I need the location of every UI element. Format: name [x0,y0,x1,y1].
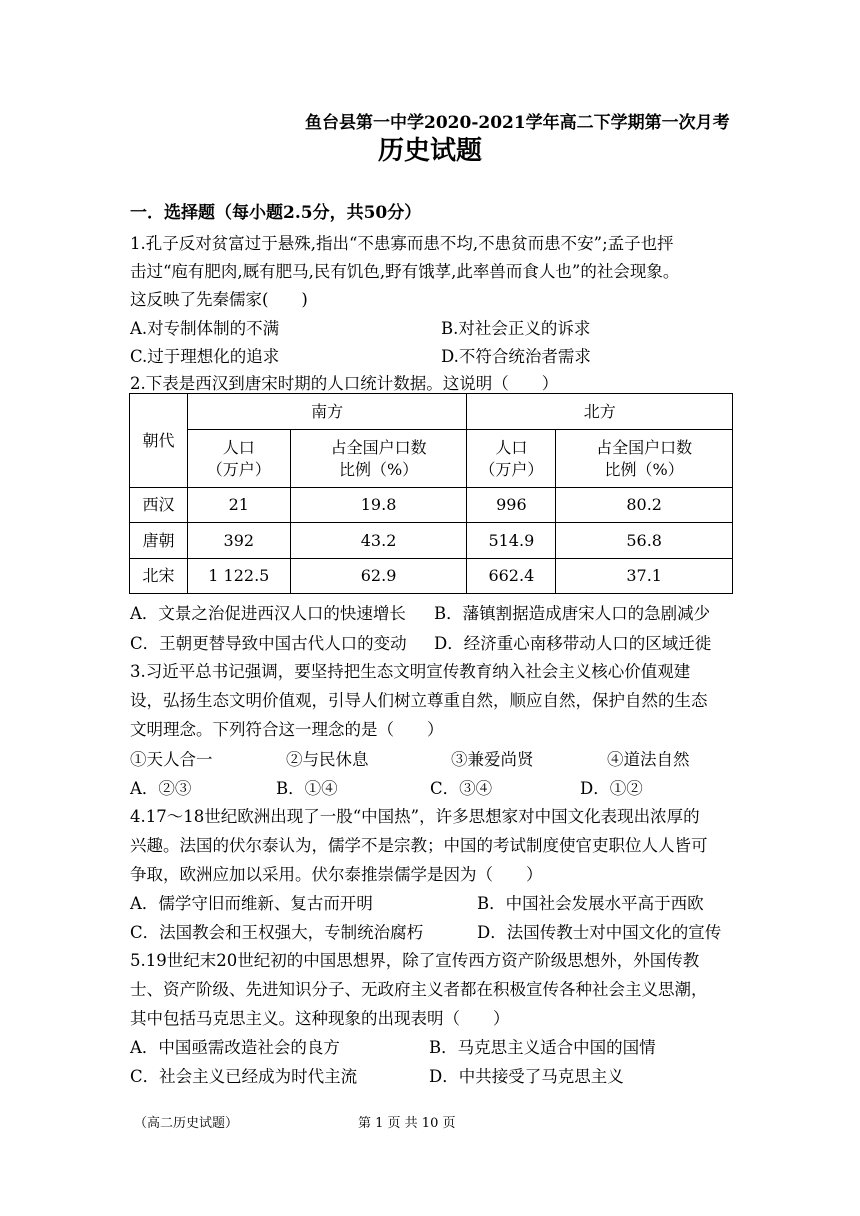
cell-south-pop: 21 [187,488,290,523]
q4-line-3: 争取，欧洲应加以采用。伏尔泰推崇儒学是因为（ ） [130,865,543,884]
cell-dynasty: 唐朝 [130,523,188,559]
table-row [130,488,733,523]
cell-north-ratio: 37.1 [556,559,733,594]
ratio-label: 占全国户口数 [330,437,427,457]
pop-unit: （万户） [206,459,271,479]
q4-option-b: B．中国社会发展水平高于西欧 [477,894,704,913]
q4-option-c: C．法国教会和王权强大，专制统治腐朽 [130,923,424,942]
cell-north-pop: 996 [467,488,556,523]
q3-option-b: B．①④ [276,779,338,798]
section-heading: 一．选择题（每小题2.5分，共50分） [130,203,422,223]
q3-line-3: 文明理念。下列符合这一理念的是（ ） [130,720,444,739]
q3-item-3: ③兼爱尚贤 [451,750,534,769]
header-north-pop [467,430,556,488]
q3-option-c: C．③④ [430,779,493,798]
q5-line-1: 5.19世纪末20世纪初的中国思想界，除了宣传西方资产阶级思想外，外国传教 [130,951,700,970]
cell-south-ratio: 62.9 [290,559,467,594]
school-title: 鱼台县第一中学2020-2021学年高二下学期第一次月考 [305,113,730,133]
q3-option-d: D．①② [580,779,643,798]
cell-north-pop: 662.4 [467,559,556,594]
table-row [130,523,733,559]
subject-title: 历史试题 [378,136,483,166]
header-north: 北方 [467,394,733,430]
q5-option-a: A．中国亟需改造社会的良方 [130,1038,340,1057]
q2-option-a: A．文景之治促进西汉人口的快速增长 [130,604,406,623]
q4-line-2: 兴趣。法国的伏尔泰认为，儒学不是宗教；中国的考试制度使官吏职位人人皆可 [130,836,708,855]
header-south-ratio [290,430,467,488]
q3-item-4: ④道法自然 [607,750,690,769]
table-row [130,559,733,594]
q4-option-a: A．儒学守旧而维新、复古而开明 [130,894,373,913]
cell-dynasty: 西汉 [130,488,188,523]
q1-option-d: D.不符合统治者需求 [441,347,591,366]
q2-option-c: C．王朝更替导致中国古代人口的变动 [130,634,407,653]
q5-line-2: 士、资产阶级、先进知识分子、无政府主义者都在积极宣传各种社会主义思潮， [130,980,708,999]
pop-label: 人口 [222,437,255,457]
cell-south-ratio: 19.8 [290,488,467,523]
q1-line-2: 击过“庖有肥肉,厩有肥马,民有饥色,野有饿莩,此率兽而食人也”的社会现象。 [130,262,680,281]
page-number: 第 1 页 共 10 页 [358,1116,456,1131]
q5-option-d: D．中共接受了马克思主义 [429,1067,624,1086]
q2-option-b: B．藩镇割据造成唐宋人口的急剧减少 [434,604,711,623]
q4-line-1: 4.17～18世纪欧洲出现了一股“中国热”，许多思想家对中国文化表现出浓厚的 [130,807,700,826]
population-table [129,393,733,594]
cell-north-ratio: 80.2 [556,488,733,523]
cell-north-pop: 514.9 [467,523,556,559]
ratio-unit: 比例（%） [604,459,684,479]
q2-stem: 2.下表是西汉到唐宋时期的人口统计数据。这说明（ ） [130,374,559,393]
q5-line-3: 其中包括马克思主义。这种现象的出现表明（ ） [130,1009,510,1028]
q3-item-2: ②与民休息 [286,750,369,769]
q3-line-2: 设，弘扬生态文明价值观，引导人们树立尊重自然，顺应自然，保护自然的生态 [130,691,708,710]
header-dynasty: 朝代 [130,394,188,488]
q2-option-d: D．经济重心南移带动人口的区域迁徙 [434,634,712,653]
q1-line-1: 1.孔子反对贫富过于悬殊,指出“不患寡而患不均,不患贫而患不安”;孟子也抨 [130,234,674,253]
cell-dynasty: 北宋 [130,559,188,594]
header-north-ratio [556,430,733,488]
q5-option-c: C．社会主义已经成为时代主流 [130,1067,358,1086]
pop-unit: （万户） [479,459,544,479]
pop-label: 人口 [495,437,528,457]
cell-south-pop: 392 [187,523,290,559]
q1-line-3: 这反映了先秦儒家( ) [130,290,308,309]
header-south-pop [187,430,290,488]
cell-south-pop: 1 122.5 [187,559,290,594]
footer-subject: （高二历史试题） [134,1116,239,1131]
q3-line-1: 3.习近平总书记强调，要坚持把生态文明宣传教育纳入社会主义核心价值观建 [130,662,691,681]
q3-option-a: A．②③ [130,779,192,798]
q1-option-a: A.对专制体制的不满 [130,319,280,338]
cell-south-ratio: 43.2 [290,523,467,559]
header-south: 南方 [187,394,467,430]
cell-north-ratio: 56.8 [556,523,733,559]
q1-option-c: C.过于理想化的追求 [130,347,280,366]
ratio-label: 占全国户口数 [596,437,693,457]
q5-option-b: B．马克思主义适合中国的国情 [429,1038,656,1057]
q1-option-b: B.对社会正义的诉求 [441,319,591,338]
q4-option-d: D．法国传教士对中国文化的宣传 [477,923,722,942]
ratio-unit: 比例（%） [338,459,419,479]
q3-item-1: ①天人合一 [130,750,213,769]
